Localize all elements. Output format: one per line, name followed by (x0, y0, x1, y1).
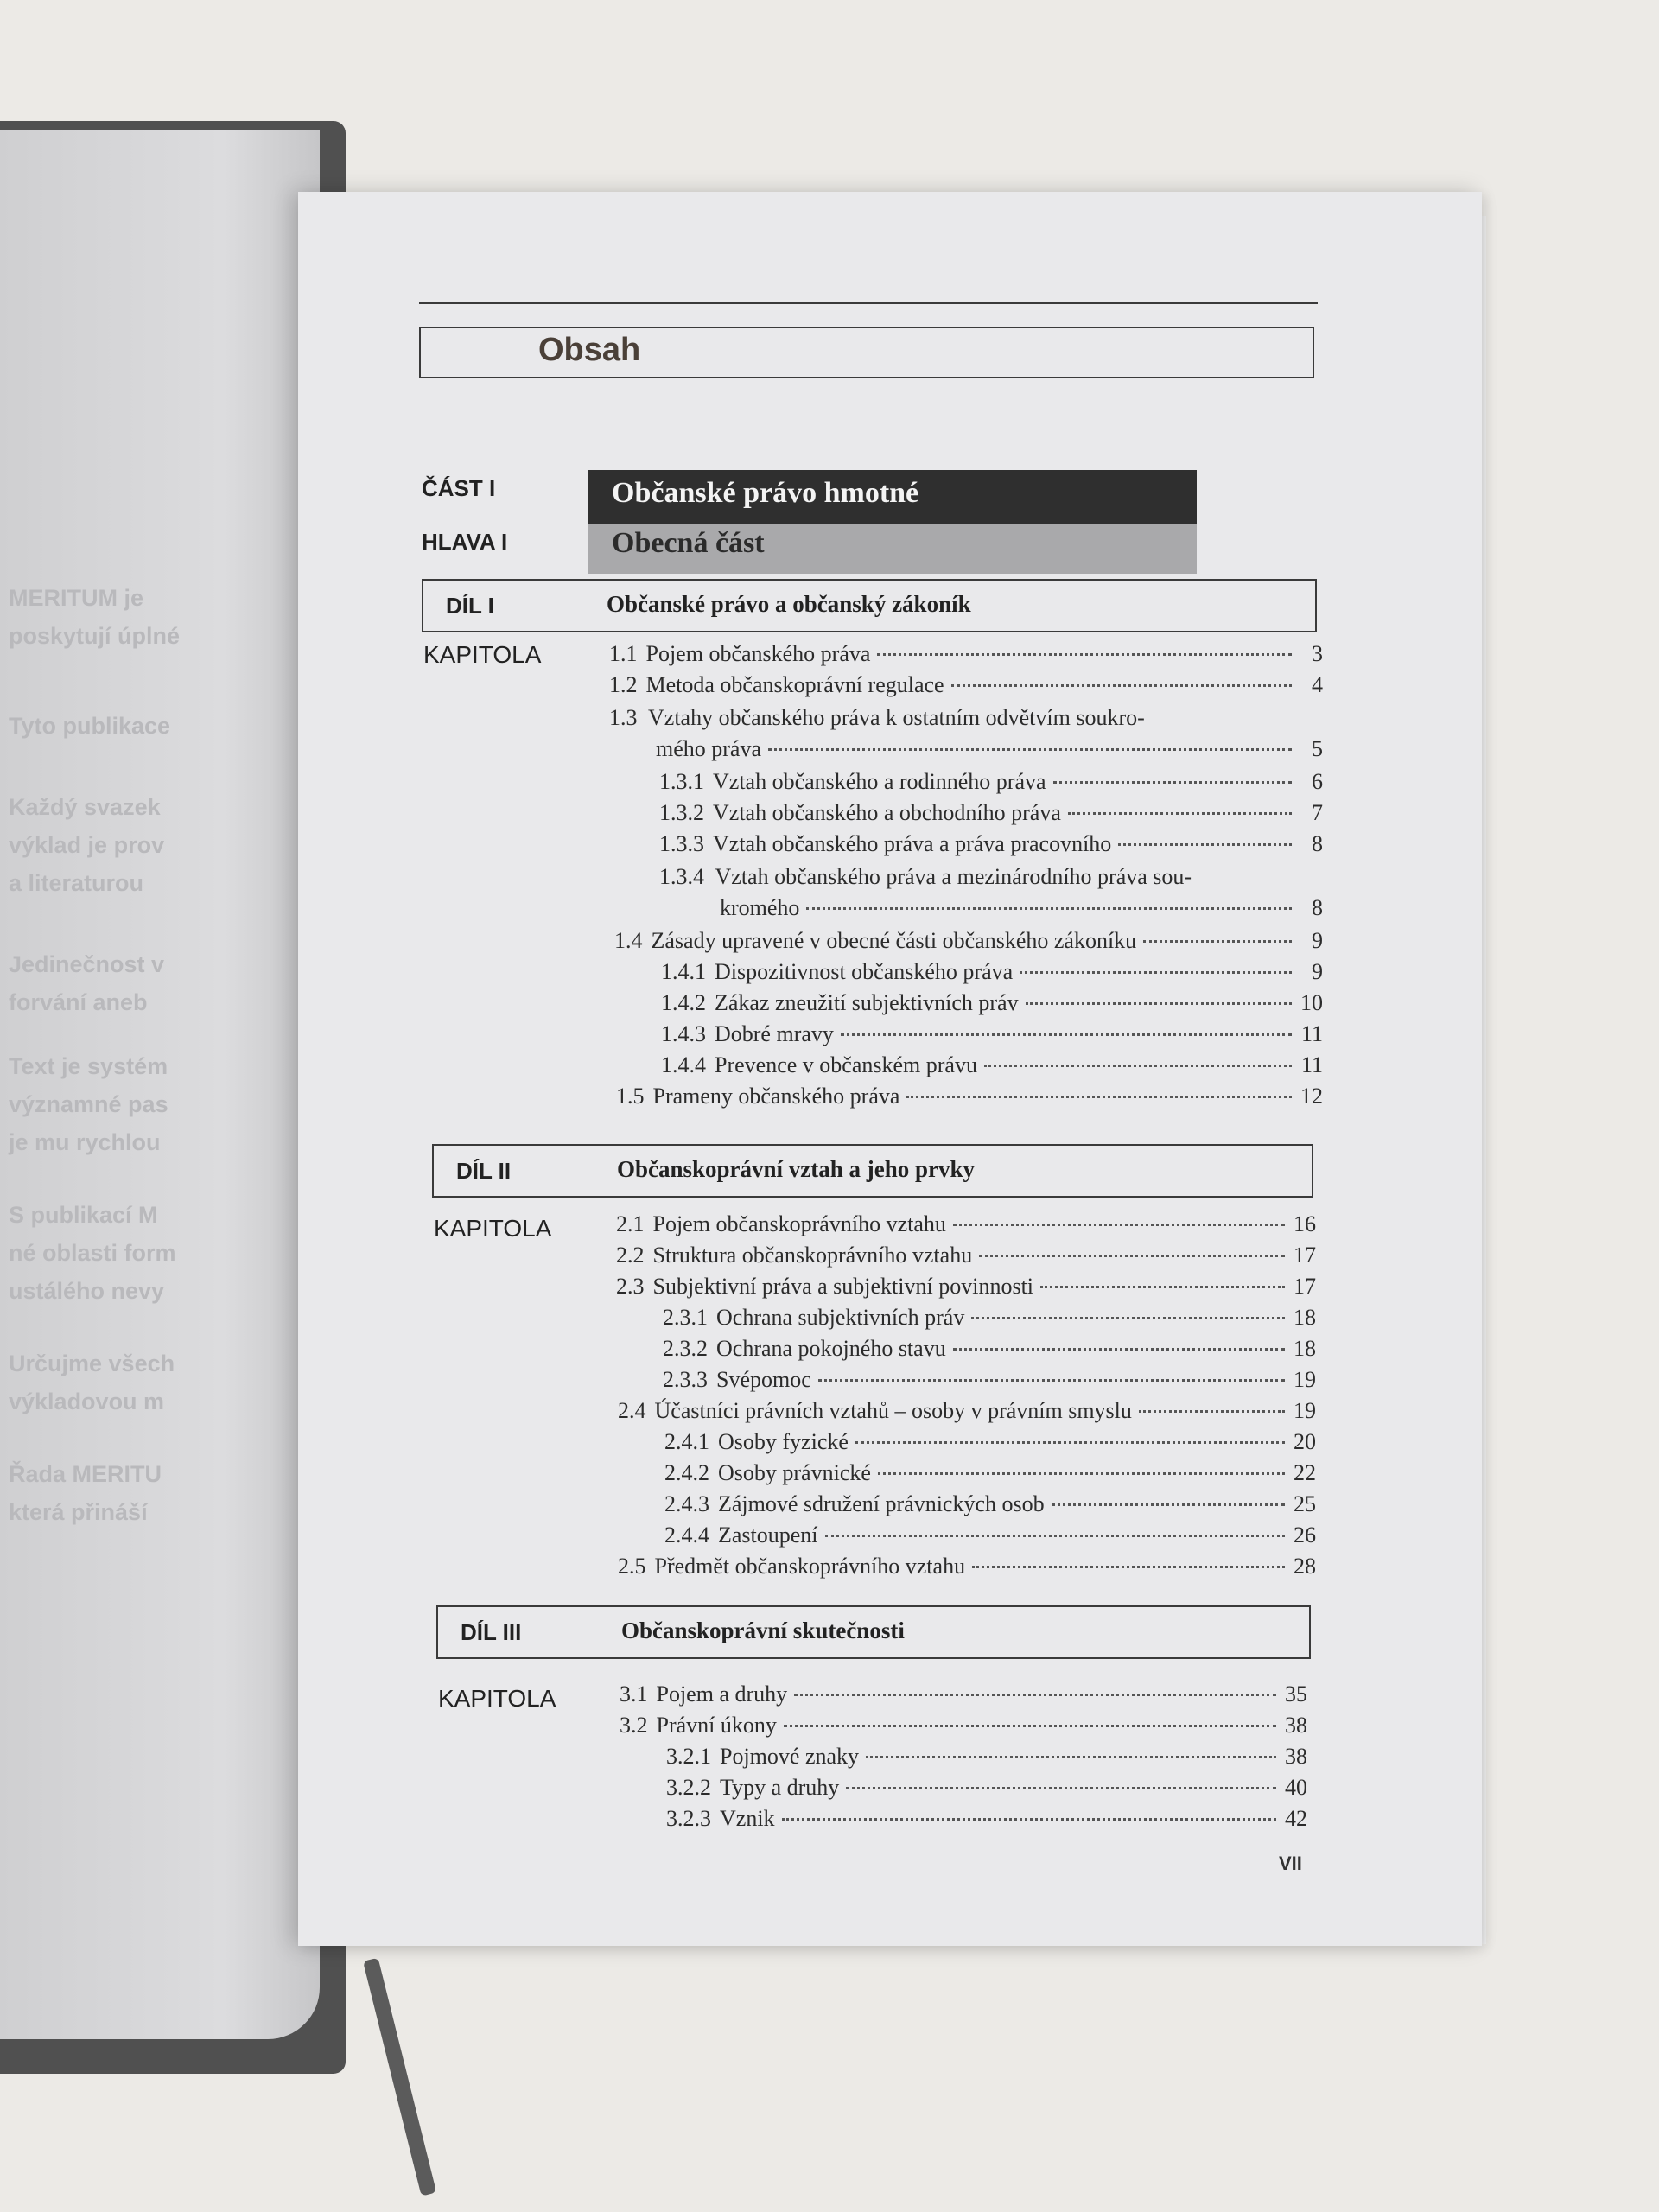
entry-title: Metoda občanskoprávní regulace (645, 672, 944, 697)
entry-page: 40 (1285, 1775, 1307, 1800)
ghost-line: výklad je prov (9, 832, 165, 858)
entry-title: Vztah občanského a obchodního práva (713, 800, 1061, 825)
entry-number: 3.1 (620, 1681, 648, 1707)
toc-entry[interactable] (661, 1052, 1323, 1078)
top-rule (419, 302, 1318, 304)
leader-dots (953, 1348, 1285, 1351)
toc-entry[interactable] (620, 1681, 1307, 1707)
entry-title: Pojmové znaky (720, 1744, 860, 1769)
entry-number: 1.4.3 (661, 1021, 706, 1046)
entry-number: 3.2 (620, 1713, 648, 1738)
dil-label: DÍL III (461, 1619, 522, 1645)
entry-number: 2.4.2 (664, 1460, 709, 1485)
page-number: VII (1279, 1853, 1302, 1874)
entry-title: Ochrana pokojného stavu (716, 1336, 946, 1361)
toc-page (298, 192, 1482, 1946)
entry-number: 2.3.1 (663, 1305, 708, 1330)
toc-entry[interactable] (609, 672, 1323, 698)
ghost-line: je mu rychlou (9, 1129, 161, 1155)
ghost-line: výkladovou m (9, 1389, 165, 1414)
toc-entry[interactable] (663, 1305, 1316, 1331)
entry-number: 2.1 (616, 1211, 645, 1236)
entry-title: Pojem občanskoprávního vztahu (652, 1211, 946, 1236)
toc-entry[interactable] (664, 1429, 1316, 1455)
entry-page: 5 (1312, 736, 1323, 761)
entry-number: 1.4.4 (661, 1052, 706, 1077)
entry-page: 4 (1312, 672, 1323, 697)
entry-number: 2.4.4 (664, 1522, 709, 1548)
toc-entry-first-line[interactable] (659, 864, 1192, 890)
entry-title-continued: kromého (720, 895, 800, 920)
ghost-line: Řada MERITU (9, 1461, 162, 1487)
part-label: ČÁST I (422, 475, 496, 501)
page-title: Obsah (538, 332, 641, 368)
leader-dots (906, 1096, 1292, 1098)
entry-number: 3.2.2 (666, 1775, 711, 1800)
leader-dots (846, 1787, 1276, 1789)
entry-title: Typy a druhy (720, 1775, 840, 1800)
leader-dots (855, 1441, 1285, 1444)
entry-title: Svépomoc (716, 1367, 811, 1392)
entry-page: 26 (1294, 1522, 1316, 1548)
entry-page: 17 (1294, 1243, 1316, 1268)
part-title: Občanské právo hmotné (612, 477, 919, 509)
head-title-bar (588, 524, 1197, 574)
entry-number: 1.3.2 (659, 800, 704, 825)
leader-dots (818, 1379, 1285, 1382)
leader-dots (841, 1033, 1292, 1036)
entry-title: Ochrana subjektivních práv (716, 1305, 965, 1330)
toc-entry-continuation[interactable] (720, 895, 1323, 921)
entry-page: 22 (1294, 1460, 1316, 1485)
entry-number: 1.3 (609, 705, 638, 730)
leader-dots (971, 1317, 1285, 1319)
toc-entry[interactable] (659, 831, 1323, 857)
entry-title: Dispozitivnost občanského práva (715, 959, 1014, 984)
entry-page: 7 (1312, 800, 1323, 825)
entry-number: 1.3.1 (659, 769, 704, 794)
leader-dots (1118, 843, 1292, 846)
entry-title: Subjektivní práva a subjektivní povinnosti (652, 1274, 1034, 1299)
toc-entry[interactable] (661, 990, 1323, 1016)
left-page (0, 130, 320, 2039)
entry-page: 8 (1312, 895, 1323, 920)
leader-dots (984, 1065, 1292, 1067)
entry-page: 20 (1294, 1429, 1316, 1454)
entry-page: 16 (1294, 1211, 1316, 1236)
toc-entry-continuation[interactable] (656, 736, 1323, 762)
leader-dots (784, 1725, 1276, 1727)
ghost-line: S publikací M (9, 1202, 158, 1228)
entry-number: 1.5 (616, 1084, 645, 1109)
toc-entry[interactable] (620, 1713, 1307, 1738)
dil-box-3 (436, 1605, 1311, 1659)
entry-title: Struktura občanskoprávního vztahu (652, 1243, 973, 1268)
toc-entry[interactable] (664, 1522, 1316, 1548)
ghost-line: MERITUM je (9, 585, 144, 611)
entry-title: Prevence v občanském právu (715, 1052, 977, 1077)
toc-entry[interactable] (618, 1554, 1316, 1580)
kapitola-label: KAPITOLA (438, 1685, 556, 1712)
entry-page: 42 (1285, 1806, 1307, 1831)
entry-title: Právní úkony (656, 1713, 777, 1738)
leader-dots (866, 1756, 1276, 1758)
entry-number: 3.2.3 (666, 1806, 711, 1831)
ghost-line: ustálého nevy (9, 1278, 165, 1304)
toc-entry[interactable] (616, 1243, 1316, 1268)
leader-dots (782, 1818, 1276, 1821)
leader-dots (877, 653, 1292, 656)
entry-page: 19 (1294, 1367, 1316, 1392)
ghost-line: poskytují úplné (9, 623, 181, 649)
dil-label: DÍL II (456, 1158, 512, 1184)
left-page-bleed-through-text (9, 579, 294, 1531)
leader-dots (825, 1535, 1285, 1537)
toc-entry[interactable] (616, 1084, 1323, 1109)
entry-title: Prameny občanského práva (652, 1084, 900, 1109)
entry-number: 1.3.4 (659, 864, 704, 889)
dil-box-2 (432, 1144, 1313, 1198)
dil-label: DÍL I (446, 593, 494, 619)
ghost-line: né oblasti form (9, 1240, 176, 1266)
entry-title: Osoby fyzické (718, 1429, 849, 1454)
entry-page: 38 (1285, 1713, 1307, 1738)
leader-dots (1143, 940, 1292, 943)
entry-title: Předmět občanskoprávního vztahu (654, 1554, 966, 1579)
entry-title: Pojem občanského práva (645, 641, 871, 666)
entry-page: 11 (1300, 1021, 1323, 1046)
entry-page: 11 (1300, 1052, 1323, 1077)
entry-page: 38 (1285, 1744, 1307, 1769)
ghost-line: Tyto publikace (9, 713, 171, 739)
leader-dots (794, 1694, 1276, 1696)
part-title-bar (588, 470, 1197, 524)
toc-entry[interactable] (659, 769, 1323, 795)
entry-title: Osoby právnické (718, 1460, 871, 1485)
leader-dots (1068, 812, 1292, 815)
entry-title: Vznik (720, 1806, 775, 1831)
toc-entry[interactable] (663, 1367, 1316, 1393)
toc-entry[interactable] (664, 1491, 1316, 1517)
entry-number: 1.4.1 (661, 959, 706, 984)
entry-title: Zastoupení (718, 1522, 818, 1548)
entry-number: 2.3.2 (663, 1336, 708, 1361)
entry-number: 1.4.2 (661, 990, 706, 1015)
ghost-line: významné pas (9, 1091, 168, 1117)
dil-title: Občanskoprávní skutečnosti (621, 1618, 905, 1643)
toc-entry[interactable] (666, 1775, 1307, 1801)
dil-title: Občanskoprávní vztah a jeho prvky (617, 1156, 976, 1182)
entry-title: Vztah občanského a rodinného práva (713, 769, 1046, 794)
entry-page: 19 (1294, 1398, 1316, 1423)
entry-title: Vztah občanského práva a mezinárodního práva sou- (715, 864, 1192, 889)
entry-page: 28 (1294, 1554, 1316, 1579)
entry-page: 35 (1285, 1681, 1307, 1707)
entry-page: 10 (1300, 990, 1323, 1015)
entry-number: 2.4.3 (664, 1491, 709, 1516)
leader-dots (972, 1566, 1285, 1568)
entry-page: 18 (1294, 1336, 1316, 1361)
head-title: Obecná část (612, 527, 765, 559)
kapitola-label: KAPITOLA (423, 641, 542, 668)
toc-entry[interactable] (618, 1398, 1316, 1424)
toc-entry[interactable] (661, 959, 1323, 985)
entry-number: 2.4.1 (664, 1429, 709, 1454)
entry-page: 6 (1312, 769, 1323, 794)
entry-number: 3.2.1 (666, 1744, 711, 1769)
entry-title: Zákaz zneužití subjektivních práv (715, 990, 1019, 1015)
entry-number: 1.3.3 (659, 831, 704, 856)
toc-entry[interactable] (666, 1806, 1307, 1832)
toc-entry[interactable] (614, 928, 1323, 954)
ghost-line: Jedinečnost v (9, 951, 165, 977)
entry-title: Zásady upravené v obecné části občanského zákoníku (651, 928, 1137, 953)
entry-title: Účastníci právních vztahů – osoby v právním smyslu (654, 1398, 1132, 1423)
entry-title: Vztah občanského práva a práva pracovního (713, 831, 1112, 856)
ghost-line: Text je systém (9, 1053, 168, 1079)
entry-number: 2.3.3 (663, 1367, 708, 1392)
entry-page: 25 (1294, 1491, 1316, 1516)
entry-title-continued: mého práva (656, 736, 762, 761)
leader-dots (1052, 1503, 1285, 1506)
entry-number: 1.1 (609, 641, 638, 666)
toc-entry[interactable] (664, 1460, 1316, 1486)
toc-entry[interactable] (659, 800, 1323, 826)
entry-number: 1.2 (609, 672, 638, 697)
entry-number: 1.4 (614, 928, 643, 953)
entry-title: Vztahy občanského práva k ostatním odvětvím soukro- (648, 705, 1145, 730)
entry-title: Pojem a druhy (656, 1681, 788, 1707)
head-label: HLAVA I (422, 529, 508, 555)
leader-dots (806, 907, 1292, 910)
toc-entry[interactable] (666, 1744, 1307, 1770)
leader-dots (1053, 781, 1292, 784)
toc-entry[interactable] (663, 1336, 1316, 1362)
leader-dots (953, 1224, 1285, 1226)
leader-dots (1040, 1286, 1285, 1288)
ghost-line: Každý svazek (9, 794, 161, 820)
leader-dots (768, 748, 1292, 751)
leader-dots (1020, 971, 1292, 974)
leader-dots (979, 1255, 1285, 1257)
kapitola-label: KAPITOLA (434, 1215, 552, 1242)
toc-entry-first-line[interactable] (609, 705, 1145, 731)
entry-page: 3 (1312, 641, 1323, 666)
entry-number: 2.4 (618, 1398, 646, 1423)
ghost-line: forvání aneb (9, 989, 148, 1015)
entry-page: 18 (1294, 1305, 1316, 1330)
entry-page: 12 (1300, 1084, 1323, 1109)
ghost-line: která přináší (9, 1499, 148, 1525)
toc-entry[interactable] (609, 641, 1323, 667)
entry-page: 9 (1312, 928, 1323, 953)
entry-title: Dobré mravy (715, 1021, 834, 1046)
ghost-line: Určujme všech (9, 1351, 175, 1376)
toc-entry[interactable] (616, 1211, 1316, 1237)
leader-dots (1026, 1002, 1292, 1005)
leader-dots (878, 1472, 1285, 1475)
dil-title: Občanské právo a občanský zákoník (607, 591, 971, 617)
entry-number: 2.5 (618, 1554, 646, 1579)
leader-dots (1139, 1410, 1285, 1413)
entry-page: 17 (1294, 1274, 1316, 1299)
toc-entry[interactable] (661, 1021, 1323, 1047)
dil-box-1 (422, 579, 1317, 632)
toc-header-box (419, 327, 1314, 378)
entry-number: 2.2 (616, 1243, 645, 1268)
toc-entry[interactable] (616, 1274, 1316, 1300)
entry-title: Zájmové sdružení právnických osob (718, 1491, 1045, 1516)
bookmark-ribbon (363, 1958, 436, 2196)
entry-number: 2.3 (616, 1274, 645, 1299)
ghost-line: a literaturou (9, 870, 144, 896)
leader-dots (951, 684, 1292, 687)
entry-page: 9 (1312, 959, 1323, 984)
entry-page: 8 (1312, 831, 1323, 856)
